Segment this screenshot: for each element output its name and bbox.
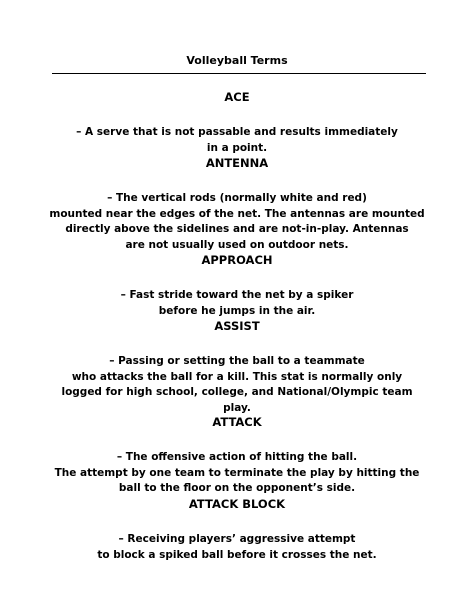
definition-line: directly above the sidelines and are not-in-play. Antennas (65, 223, 409, 235)
term-heading: ASSIST (214, 319, 260, 333)
definition-line: – Fast stride toward the net by a spiker (120, 289, 354, 301)
definition-line: who attacks the ball for a kill. This stat is normally only (71, 370, 403, 383)
definition-line: – Passing or setting the ball to a teammate (109, 355, 365, 367)
term-heading: ANTENNA (205, 156, 269, 170)
definition-line: mounted near the edges of the net. The antennas are mounted (49, 207, 425, 220)
term-antenna (0, 155, 474, 253)
term-definition (0, 450, 474, 497)
document-title: Volleyball Terms (186, 54, 288, 67)
term-definition (0, 191, 474, 253)
term-approach (0, 252, 474, 319)
term-heading: ATTACK BLOCK (188, 497, 286, 511)
term-definition (0, 288, 474, 319)
term-definition (0, 125, 474, 156)
definition-line: logged for high school, college, and National/Olympic team (61, 386, 413, 398)
term-heading: ACE (224, 90, 250, 104)
definition-line: The attempt by one team to terminate the play by hitting the (54, 466, 420, 479)
definition-line: are not usually used on outdoor nets. (125, 238, 349, 251)
term-heading: ATTACK (212, 415, 262, 429)
term-heading: APPROACH (201, 253, 273, 267)
definition-line: – The vertical rods (normally white and red) (107, 192, 367, 204)
term-ace (0, 89, 474, 156)
term-definition (0, 354, 474, 416)
title-divider (52, 73, 426, 74)
definition-line: ball to the floor on the opponent’s side. (118, 482, 356, 494)
definition-line: before he jumps in the air. (158, 304, 316, 317)
definition-line: in a point. (206, 141, 268, 154)
definition-line: – The offensive action of hitting the ball. (116, 451, 358, 463)
definition-line: to block a spiked ball before it crosses the net. (97, 548, 377, 561)
term-definition (0, 532, 474, 563)
term-assist (0, 318, 474, 416)
term-attack-block (0, 496, 474, 563)
definition-line: play. (223, 401, 251, 414)
definition-line: – A serve that is not passable and results immediately (76, 126, 398, 138)
definition-line: – Receiving players’ aggressive attempt (118, 533, 356, 545)
term-attack (0, 414, 474, 497)
